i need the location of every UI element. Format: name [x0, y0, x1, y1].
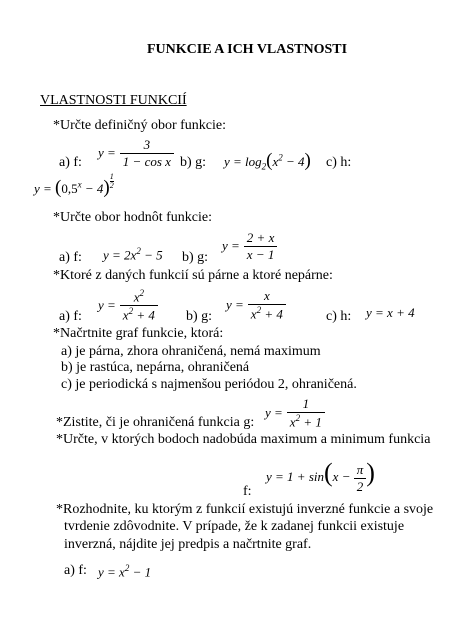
q4-prompt: *Načrtnite graf funkcie, ktorá:: [53, 326, 224, 341]
q6-prompt: *Určte, v ktorých bodoch nadobúda maximum a minimum funkcia: [56, 432, 431, 447]
q7-line-2: tvrdenie zdôvodnite. V prípade, že k zadanej funkcii existuje: [64, 519, 405, 534]
q2-b-formula: y = $\frac{2 + x}{x - 1}$: [222, 230, 277, 263]
q4-item-c: c) je periodická s najmenšou periódou 2, ohraničená.: [61, 377, 357, 392]
q2-a-label: a) f:: [59, 250, 82, 265]
q1-b-formula: $y = \log_2(x^2 - 4)$: [224, 150, 311, 172]
q3-c-label: c) h:: [326, 309, 352, 324]
q2-prompt: *Určte obor hodnôt funkcie:: [53, 210, 213, 225]
q3-prompt: *Ktoré z daných funkcií sú párne a ktoré nepárne:: [53, 268, 333, 283]
q7-line-1: *Rozhodnite, ku ktorým z funkcií existujú inverzné funkcie a svoje: [56, 502, 434, 517]
q4-item-a: a) je párna, zhora ohraničená, nemá maximum: [61, 344, 321, 359]
q1-c-label: c) h:: [326, 155, 352, 170]
q1-c-formula: $y = (0,5^x - 4)$ $\frac{1}{2}$: [34, 172, 114, 198]
q1-b-label: b) g:: [180, 155, 207, 170]
q3-a-label: a) f:: [59, 309, 82, 324]
q2-a-formula: $y = 2x^2 - 5$: [103, 246, 163, 263]
q5-formula: y = $\frac{1}{x^2 + 1}$: [265, 396, 325, 430]
q6-formula: y = 1 + sin(x − $\frac{\pi}{2}$ ): [266, 458, 375, 494]
q1-a-label: a) f:: [59, 155, 82, 170]
q3-c-formula: y = x + 4: [366, 305, 415, 320]
q7-a-label: a) f:: [64, 563, 87, 578]
q3-b-formula: y = $\frac{x}{x^2 + 4}$: [226, 288, 286, 322]
q3-b-label: b) g:: [186, 309, 213, 324]
q6-label: f:: [243, 484, 252, 499]
document-title: FUNKCIE A ICH VLASTNOSTI: [147, 42, 348, 57]
q7-line-3: inverzná, nájdite jej predpis a načrtnite graf.: [64, 537, 312, 552]
q4-item-b: b) je rastúca, nepárna, ohraničená: [61, 360, 250, 375]
q3-a-formula: y = $\frac{x^2}{x^2 + 4}$: [98, 288, 158, 324]
section-heading: VLASTNOSTI FUNKCIÍ: [40, 93, 187, 108]
q1-a-formula: y = $\frac{3}{\text{1 − cos x}}$: [98, 137, 174, 170]
q7-a-formula: $y = x^2 - 1$: [98, 563, 152, 580]
q5-prompt: *Zistite, či je ohraničená funkcia g:: [56, 415, 255, 430]
q1-prompt: *Určte definičný obor funkcie:: [53, 118, 226, 133]
q2-b-label: b) g:: [182, 250, 209, 265]
q1-a-fraction: $\frac{3}{\text{1 − cos x}}$: [120, 137, 174, 170]
